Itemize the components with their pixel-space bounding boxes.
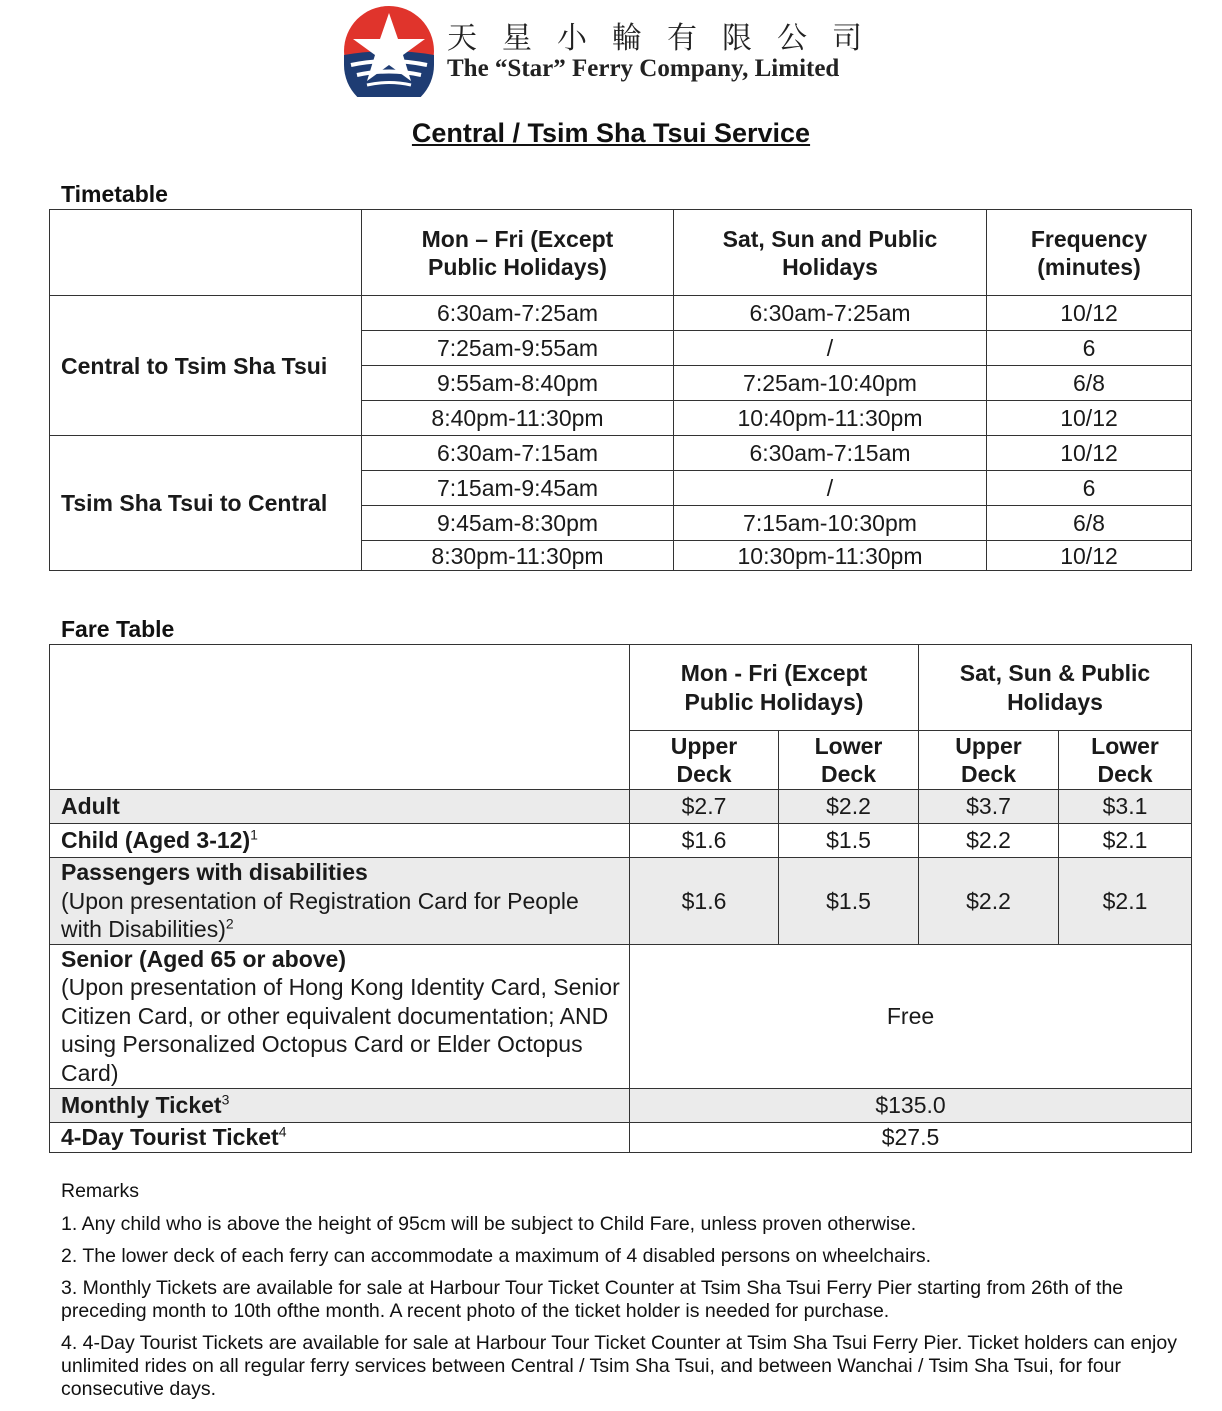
- remark-item: 1. Any child who is above the height of 95cm will be subject to Child Fare, unless proven otherwise.: [61, 1213, 917, 1235]
- fare-category: Passengers with disabilities (Upon presentation of Registration Card for People with Disabilities)$^2$: [50, 858, 630, 945]
- route-label: Central to Tsim Sha Tsui: [50, 296, 362, 436]
- timetable: [49, 209, 1192, 571]
- fare-value: $1.6: [630, 824, 779, 858]
- timetable-header-frequency: Frequency (minutes): [987, 210, 1192, 296]
- frequency-value: 6: [987, 471, 1192, 506]
- fare-table: [49, 644, 1192, 1153]
- weekend-time: 10:40pm-11:30pm: [674, 401, 987, 436]
- weekday-time: 9:45am-8:30pm: [362, 506, 674, 541]
- frequency-value: 10/12: [987, 401, 1192, 436]
- weekday-time: 6:30am-7:25am: [362, 296, 674, 331]
- star-ferry-logo-icon: [343, 5, 435, 97]
- chinese-company-name: 天星小輪有限公司: [447, 21, 887, 56]
- deck-lower-header: Lower Deck: [779, 731, 919, 790]
- weekday-time: 7:15am-9:45am: [362, 471, 674, 506]
- weekend-time: /: [674, 471, 987, 506]
- company-name: The “Star” Ferry Company, Limited: [447, 55, 840, 82]
- frequency-value: 10/12: [987, 541, 1192, 571]
- fare-value: Free: [630, 944, 1192, 1088]
- weekday-time: 9:55am-8:40pm: [362, 366, 674, 401]
- fare-category: Child (Aged 3-12)$^1$: [50, 824, 630, 858]
- fare-category: Monthly Ticket$^3$: [50, 1088, 630, 1122]
- frequency-value: 10/12: [987, 436, 1192, 471]
- table-row: [50, 1122, 1192, 1152]
- table-row: [50, 824, 1192, 858]
- remark-item: 2. The lower deck of each ferry can accommodate a maximum of 4 disabled persons on wheelchairs.: [61, 1245, 931, 1267]
- timetable-header-weekday: Mon – Fri (Except Public Holidays): [362, 210, 674, 296]
- fare-value: $1.6: [630, 858, 779, 945]
- company-header: [343, 3, 903, 98]
- fare-value: $2.2: [779, 790, 919, 824]
- fare-category: Adult: [50, 790, 630, 824]
- fare-value: $1.5: [779, 824, 919, 858]
- fare-value: $2.1: [1059, 858, 1192, 945]
- weekday-time: 7:25am-9:55am: [362, 331, 674, 366]
- table-row: [50, 1088, 1192, 1122]
- deck-upper-header: Upper Deck: [630, 731, 779, 790]
- weekend-time: 10:30pm-11:30pm: [674, 541, 987, 571]
- frequency-value: 6: [987, 331, 1192, 366]
- weekend-time: 6:30am-7:25am: [674, 296, 987, 331]
- frequency-value: 6/8: [987, 506, 1192, 541]
- fare-category: 4-Day Tourist Ticket$^4$: [50, 1122, 630, 1152]
- page-title: Central / Tsim Sha Tsui Service: [411, 118, 811, 148]
- table-row: [50, 296, 1192, 331]
- fare-value: $2.2: [919, 824, 1059, 858]
- fare-category: Senior (Aged 65 or above) (Upon presentation of Hong Kong Identity Card, Senior Citizen Card, or other equivalent documentation; AND using Personalized Octopus Card or Elder Octopus Card): [50, 944, 630, 1088]
- table-row: [50, 790, 1192, 824]
- fare-header-weekend: Sat, Sun & Public Holidays: [919, 645, 1192, 731]
- weekend-time: 7:15am-10:30pm: [674, 506, 987, 541]
- weekday-time: 8:30pm-11:30pm: [362, 541, 674, 571]
- timetable-header-weekend: Sat, Sun and Public Holidays: [674, 210, 987, 296]
- remarks-title: Remarks: [61, 1180, 140, 1202]
- fare-value: $1.5: [779, 858, 919, 945]
- table-row: [50, 944, 1192, 1088]
- timetable-label: Timetable: [61, 181, 168, 207]
- timetable-header-blank: [50, 210, 362, 296]
- frequency-value: 6/8: [987, 366, 1192, 401]
- fare-value: $2.1: [1059, 824, 1192, 858]
- deck-lower-header: Lower Deck: [1059, 731, 1192, 790]
- route-label: Tsim Sha Tsui to Central: [50, 436, 362, 571]
- remarks-section: [61, 1180, 1191, 1410]
- fare-header-blank: [50, 645, 630, 790]
- fare-value: $27.5: [630, 1122, 1192, 1152]
- table-row: [50, 858, 1192, 945]
- fare-value: $3.1: [1059, 790, 1192, 824]
- deck-upper-header: Upper Deck: [919, 731, 1059, 790]
- weekend-time: 6:30am-7:15am: [674, 436, 987, 471]
- fare-value: $135.0: [630, 1088, 1192, 1122]
- remark-item: 3. Monthly Tickets are available for sale at Harbour Tour Ticket Counter at Tsim Sha Tsui Ferry Pier starting from 26th of the preceding month to 10th ofthe month. A recent photo of the ticket holder is needed for purchase.: [61, 1277, 1124, 1322]
- weekday-time: 8:40pm-11:30pm: [362, 401, 674, 436]
- fare-header-weekday: Mon - Fri (Except Public Holidays): [630, 645, 919, 731]
- table-row: [50, 436, 1192, 471]
- fare-value: $3.7: [919, 790, 1059, 824]
- fare-value: $2.7: [630, 790, 779, 824]
- weekend-time: /: [674, 331, 987, 366]
- weekday-time: 6:30am-7:15am: [362, 436, 674, 471]
- weekend-time: 7:25am-10:40pm: [674, 366, 987, 401]
- fare-value: $2.2: [919, 858, 1059, 945]
- remark-item: 4. 4-Day Tourist Tickets are available for sale at Harbour Tour Ticket Counter at Tsim Sha Tsui Ferry Pier. Ticket holders can enjoy unlimited rides on all regular ferry services between Central / Tsim Sha Tsui, and between Wanchai / Tsim Sha Tsui, for four consecutive days.: [61, 1332, 1177, 1400]
- fare-table-label: Fare Table: [61, 616, 175, 642]
- frequency-value: 10/12: [987, 296, 1192, 331]
